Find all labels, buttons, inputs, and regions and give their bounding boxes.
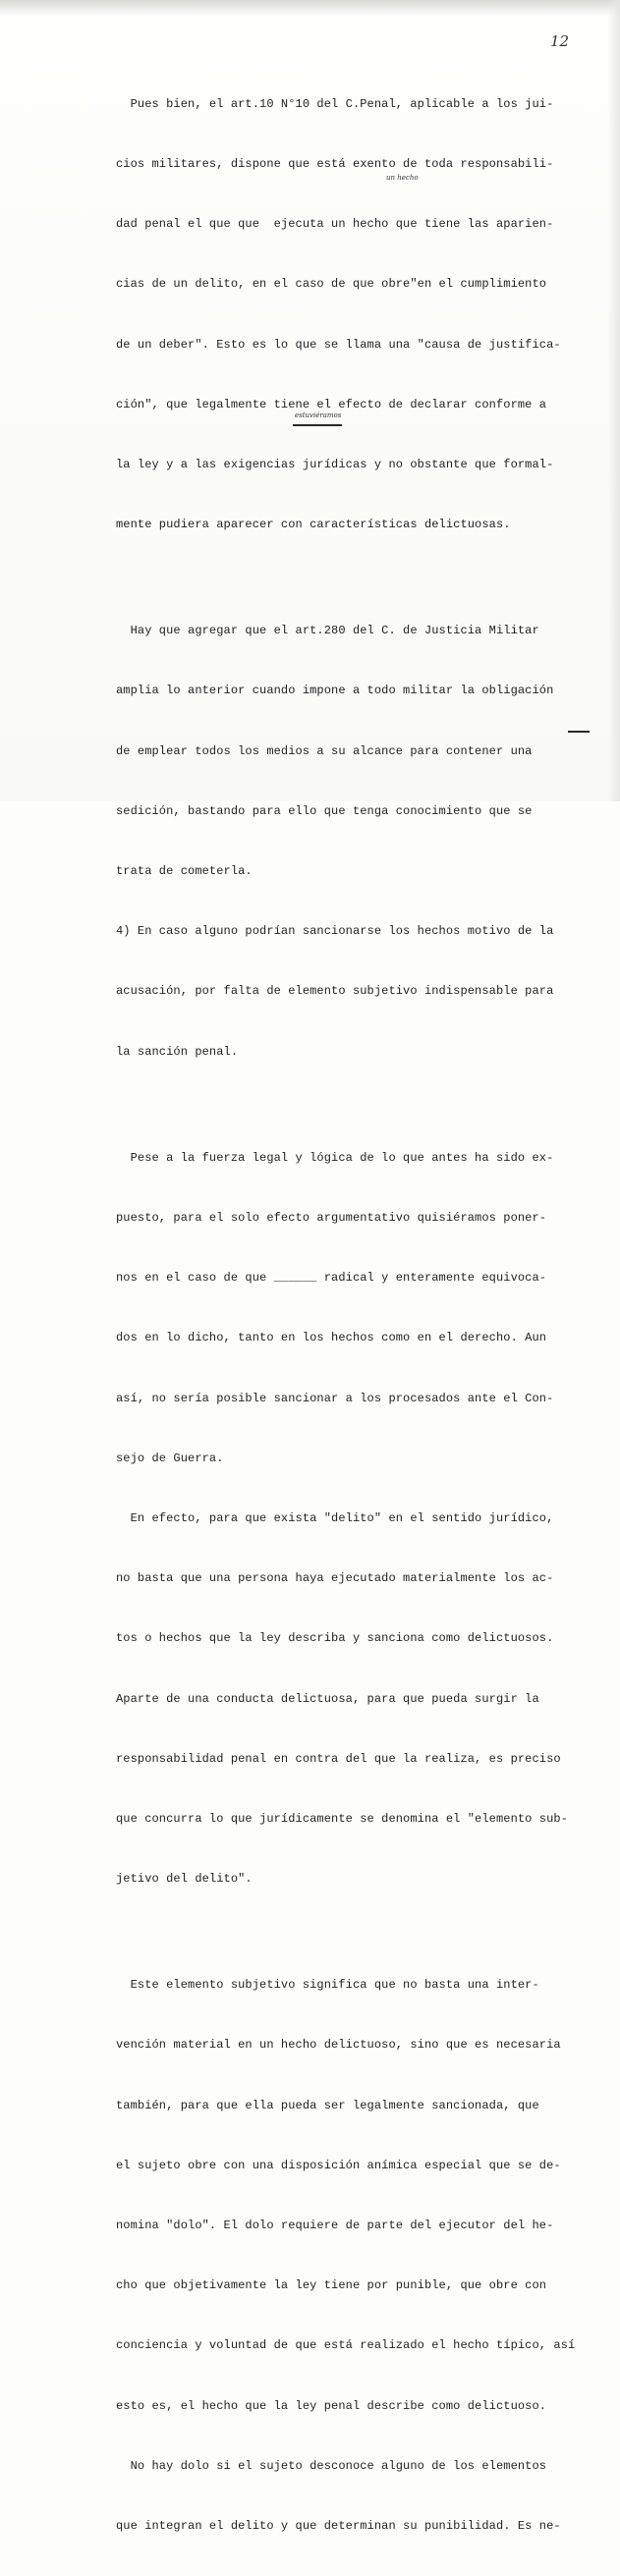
text-line: jetivo del delito". (116, 1872, 253, 1887)
text-line: ción", que legalmente tiene el efecto de declarar conforme a (116, 397, 547, 411)
text-line: tos o hechos que la ley describa y sanciona como delictuosos. (116, 1631, 554, 1646)
strike-through-mark (568, 731, 590, 733)
text-line: dos en lo dicho, tanto en los hechos como en el derecho. Aun (116, 1331, 547, 1345)
text-line: el sujeto obre con una disposición anímica especial que se de- (116, 2158, 561, 2172)
text-line: 4) En caso alguno podrían sancionarse los hechos motivo de la (116, 924, 554, 939)
text-line: mente pudiera aparecer con características delictuosas. (116, 518, 511, 532)
text-line: la sanción penal. (116, 1044, 239, 1059)
text-line: En efecto, para que exista "delito" en el sentido jurídico, (116, 1510, 554, 1525)
text-line: amplia lo anterior cuando impone a todo militar la obligación (116, 684, 554, 698)
text-line: Aparte de una conducta delictuosa, para que pueda surgir la (116, 1691, 539, 1706)
text-line: la ley y a las exigencias jurídicas y no obstante que formal- (116, 458, 554, 472)
text-line: así, no sería posible sancionar a los procesados ante el Con- (116, 1391, 554, 1405)
text-line: nos en el caso de que ______ radical y enteramente equivoca- (116, 1271, 547, 1286)
text-line: cios militares, dispone que está exento de toda responsabili- (116, 157, 554, 172)
text-line: que concurra lo que jurídicamente se denomina el "elemento sub- (116, 1811, 568, 1826)
text-line: no basta que una persona haya ejecutado materialmente los ac- (116, 1571, 554, 1586)
text-line: vención material en un hecho delictuoso, sino que es necesaria (116, 2038, 561, 2053)
text-line: responsabilidad penal en contra del que la realiza, es preciso (116, 1751, 561, 1766)
text-line: trata de cometerla. (116, 864, 253, 879)
handwritten-insertion: un hecho (386, 174, 419, 182)
text-line: que integran el delito y que determinan su punibilidad. Es ne- (116, 2518, 561, 2533)
page-number: 12 (550, 32, 570, 50)
text-line: acusación, por falta de elemento subjetivo indispensable para (116, 984, 554, 999)
text-line: sedición, bastando para ello que tenga conocimiento que se (116, 803, 533, 818)
text-line: de un deber". Esto es lo que se llama una "causa de justifica- (116, 337, 561, 352)
handwritten-insertion: estuviéramos (295, 411, 342, 419)
text-line: Este elemento subjetivo significa que no basta una inter- (116, 1978, 539, 1993)
text-line: No hay dolo si el sujeto desconoce alguno de los elementos (116, 2458, 547, 2473)
typed-text-body (116, 54, 574, 2576)
text-line: cias de un delito, en el caso de que obre"en el cumplimiento (116, 277, 547, 292)
text-line: también, para que ella pueda ser legalmente sancionada, que (116, 2098, 539, 2112)
text-line: sejo de Guerra. (116, 1451, 224, 1465)
text-line: Hay que agregar que el art.280 del C. de Justicia Militar (116, 624, 539, 638)
text-line: puesto, para el solo efecto argumentativo quisiéramos poner- (116, 1210, 547, 1225)
text-line: dad penal el que que ejecuta un hecho que tiene las aparien- (116, 217, 554, 232)
text-line: esto es, el hecho que la ley penal describe como delictuoso. (116, 2398, 547, 2413)
strike-through-mark (293, 424, 342, 426)
text-line: nomina "dolo". El dolo requiere de parte del ejecutor del he- (116, 2218, 554, 2232)
text-line: de emplear todos los medios a su alcance para contener una (116, 743, 533, 758)
scan-edge-right (608, 0, 620, 801)
scan-edge-top (0, 0, 620, 16)
text-line: Pese a la fuerza legal y lógica de lo que antes ha sido ex- (116, 1150, 554, 1165)
text-line: conciencia y voluntad de que está realizado el hecho típico, así (116, 2338, 576, 2353)
text-line: Pues bien, el art.10 N°10 del C.Penal, aplicable a los jui- (116, 96, 554, 111)
text-line: cho que objetivamente la ley tiene por punible, que obre con (116, 2278, 547, 2293)
